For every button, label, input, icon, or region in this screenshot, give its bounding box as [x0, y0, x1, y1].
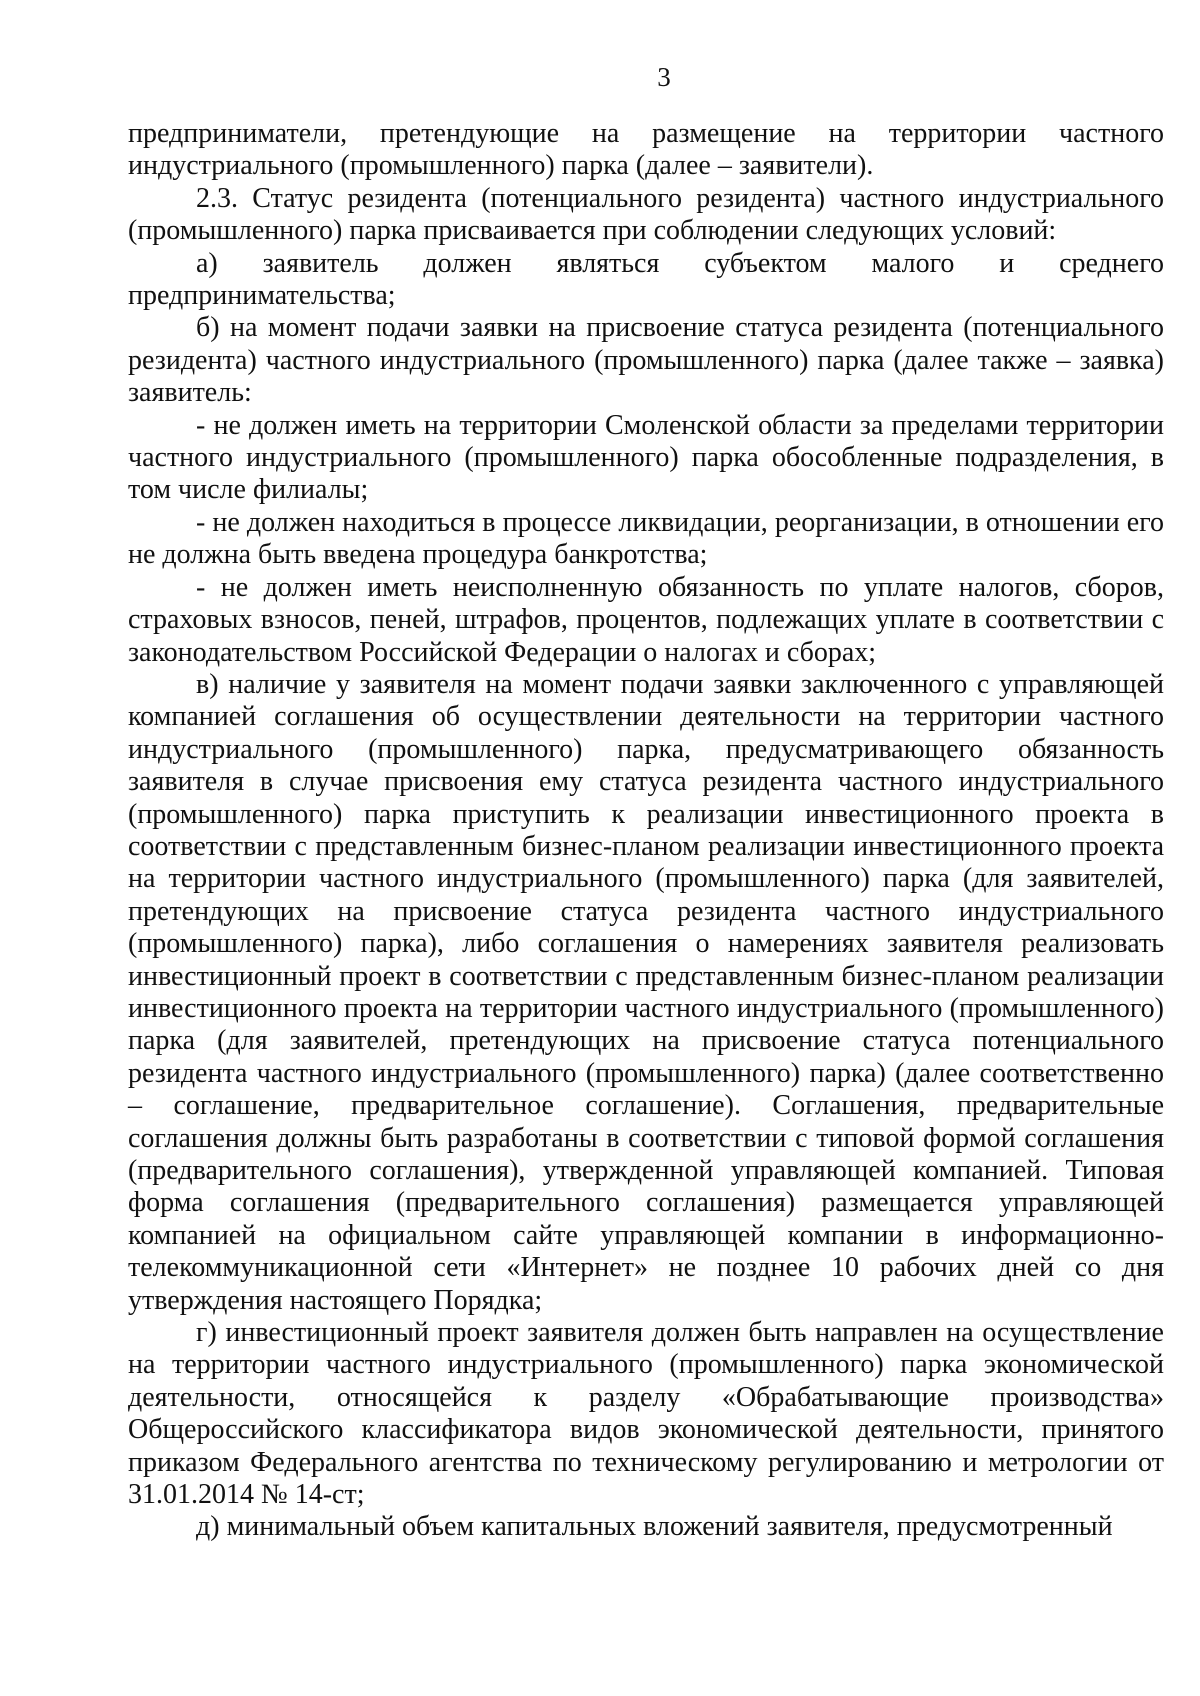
paragraph-4: б) на момент подачи заявки на присвоение статуса резидента (потенциального резидента) частного индустриального (промышленного) парка (далее также – заявка) заявитель: — [128, 312, 1164, 409]
paragraph-6: - не должен находиться в процессе ликвидации, реорганизации, в отношении его не должна быть введена процедура банкротства; — [128, 506, 1164, 571]
paragraph-3: а) заявитель должен являться субъектом малого и среднего предпринимательства; — [128, 247, 1164, 312]
body-text — [128, 118, 1164, 1544]
paragraph-7: - не должен иметь неисполненную обязанность по уплате налогов, сборов, страховых взносов, пеней, штрафов, процентов, подлежащих уплате в соответствии с законодательством Российской Федерации о налогах и сборах; — [128, 571, 1164, 668]
page-number: 3 — [657, 62, 671, 92]
paragraph-5: - не должен иметь на территории Смоленской области за пределами территории частного индустриального (промышленного) парка обособленные подразделения, в том числе филиалы; — [128, 409, 1164, 506]
paragraph-2: 2.3. Статус резидента (потенциального резидента) частного индустриального (промышленного) парка присваивается при соблюдении следующих условий: — [128, 182, 1164, 247]
paragraph-9: г) инвестиционный проект заявителя должен быть направлен на осуществление на территории частного индустриального (промышленного) парка экономической деятельности, относящейся к разделу «Обрабатывающие производства» Общероссийского классификатора видов экономической деятельности, принятого приказом Федерального агентства по техническому регулированию и метрологии от 31.01.2014 № 14-ст; — [128, 1317, 1164, 1511]
paragraph-1: предприниматели, претендующие на размещение на территории частного индустриального (промышленного) парка (далее – заявители). — [128, 118, 1164, 182]
paragraph-8: в) наличие у заявителя на момент подачи заявки заключенного с управляющей компанией соглашения об осуществлении деятельности на территории частного индустриального (промышленного) парка, предусматривающего обязанность заявителя в случае присвоения ему статуса резидента частного индустриального (промышленного) парка приступить к реализации инвестиционного проекта в соответствии с представленным бизнес-планом реализации инвестиционного проекта на территории частного индустриального (промышленного) парка (для заявителей, претендующих на присвоение статуса резидента частного индустриального (промышленного) парка), либо соглашения о намерениях заявителя реализовать инвестиционный проект в соответствии с представленным бизнес-планом реализации инвестиционного проекта на территории частного индустриального (промышленного) парка (для заявителей, претендующих на присвоение статуса потенциального резидента частного индустриального (промышленного) парка) (далее соответственно – соглашение, предварительное соглашение). Соглашения, предварительные соглашения должны быть разработаны в соответствии с типовой формой соглашения (предварительного соглашения), утвержденной управляющей компанией. Типовая форма соглашения (предварительного соглашения) размещается управляющей компанией на официальном сайте управляющей компании в информационно-телекоммуникационной сети «Интернет» не позднее 10 рабочих дней со дня утверждения настоящего Порядка; — [128, 668, 1164, 1316]
paragraph-10: д) минимальный объем капитальных вложений заявителя, предусмотренный — [196, 1511, 1113, 1543]
